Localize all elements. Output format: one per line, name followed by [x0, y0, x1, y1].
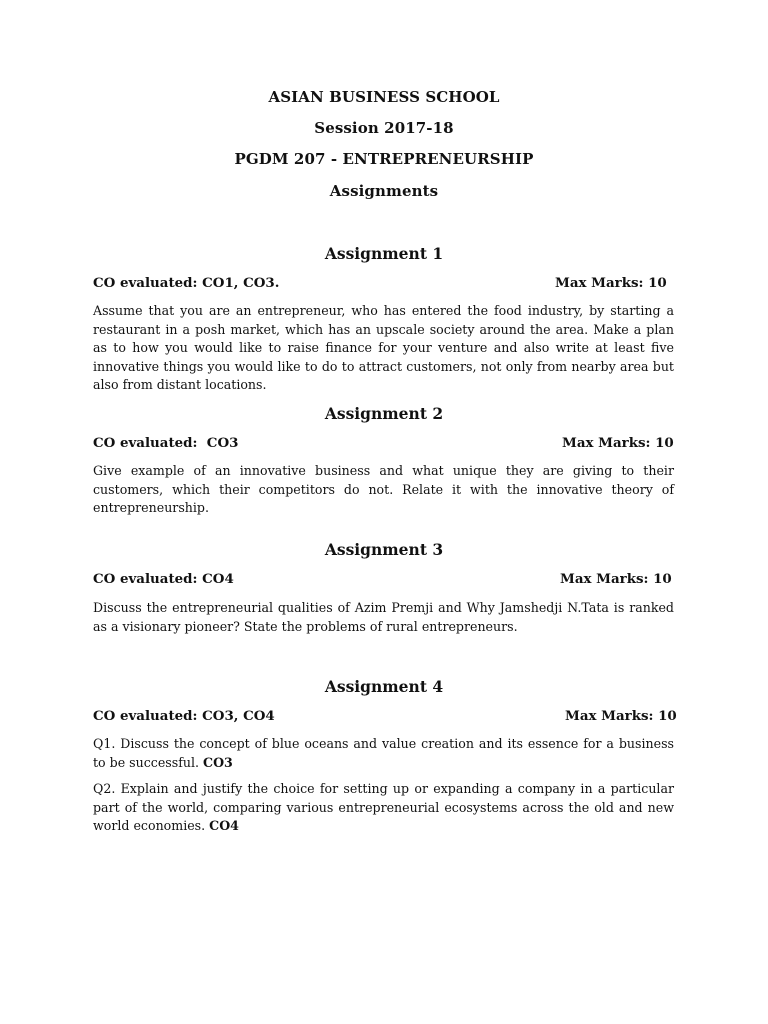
assignment-3-text: Discuss the entrepreneurial qualities of Azim Premji and Why Jamshedji N.Tata is ranked as a visionary pioneer? State the problems of rural entrepreneurs. [93, 600, 674, 634]
course-line: PGDM 207 - ENTREPRENEURSHIP [234, 150, 534, 168]
assignment-2-marks: Max Marks: 10 [562, 435, 674, 451]
assignment-3-title: Assignment 3 [324, 540, 444, 559]
assignment-2-title: Assignment 2 [324, 404, 444, 423]
school-name: ASIAN BUSINESS SCHOOL [268, 88, 500, 106]
assignment-4-q2 [93, 780, 674, 836]
document-title: Assignments [329, 182, 439, 200]
assignment-4-q2-co-tag: CO4 [209, 818, 239, 834]
assignment-4-title: Assignment 4 [324, 677, 444, 696]
assignment-1-title: Assignment 1 [324, 244, 444, 263]
assignment-4-q1 [93, 735, 674, 772]
assignment-4-marks: Max Marks: 10 [565, 708, 677, 724]
assignment-1-co: CO evaluated: CO1, CO3. [93, 275, 280, 291]
assignment-4-q1-text: Q1. Discuss the concept of blue oceans and value creation and its essence for a business to be successful. [93, 736, 674, 770]
session-line: Session 2017-18 [314, 119, 454, 137]
assignment-3-marks: Max Marks: 10 [560, 571, 672, 587]
assignment-4-q2-text: Q2. Explain and justify the choice for setting up or expanding a company in a particular part of the world, comparing various entrepreneurial ecosystems across the old and new world economies. [93, 781, 674, 834]
assignment-2-text: Give example of an innovative business and what unique they are giving to their customers, which their competitors do not. Relate it with the innovative theory of entrepreneurship. [93, 463, 674, 516]
assignment-4-q1-co-tag: CO3 [203, 754, 233, 770]
assignment-3-co: CO evaluated: CO4 [93, 571, 234, 587]
assignment-4-co: CO evaluated: CO3, CO4 [93, 708, 275, 724]
assignment-1-marks: Max Marks: 10 [555, 275, 667, 291]
assignment-1-text: Assume that you are an entrepreneur, who has entered the food industry, by starting a restaurant in a posh market, which has an upscale society around the area. Make a plan as to how you would like to raise finance for your venture and also write at least five innovative things you would like to do to attract customers, not only from nearby area but also from distant locations. [93, 303, 674, 393]
assignment-2-co: CO evaluated: CO3 [93, 435, 239, 451]
